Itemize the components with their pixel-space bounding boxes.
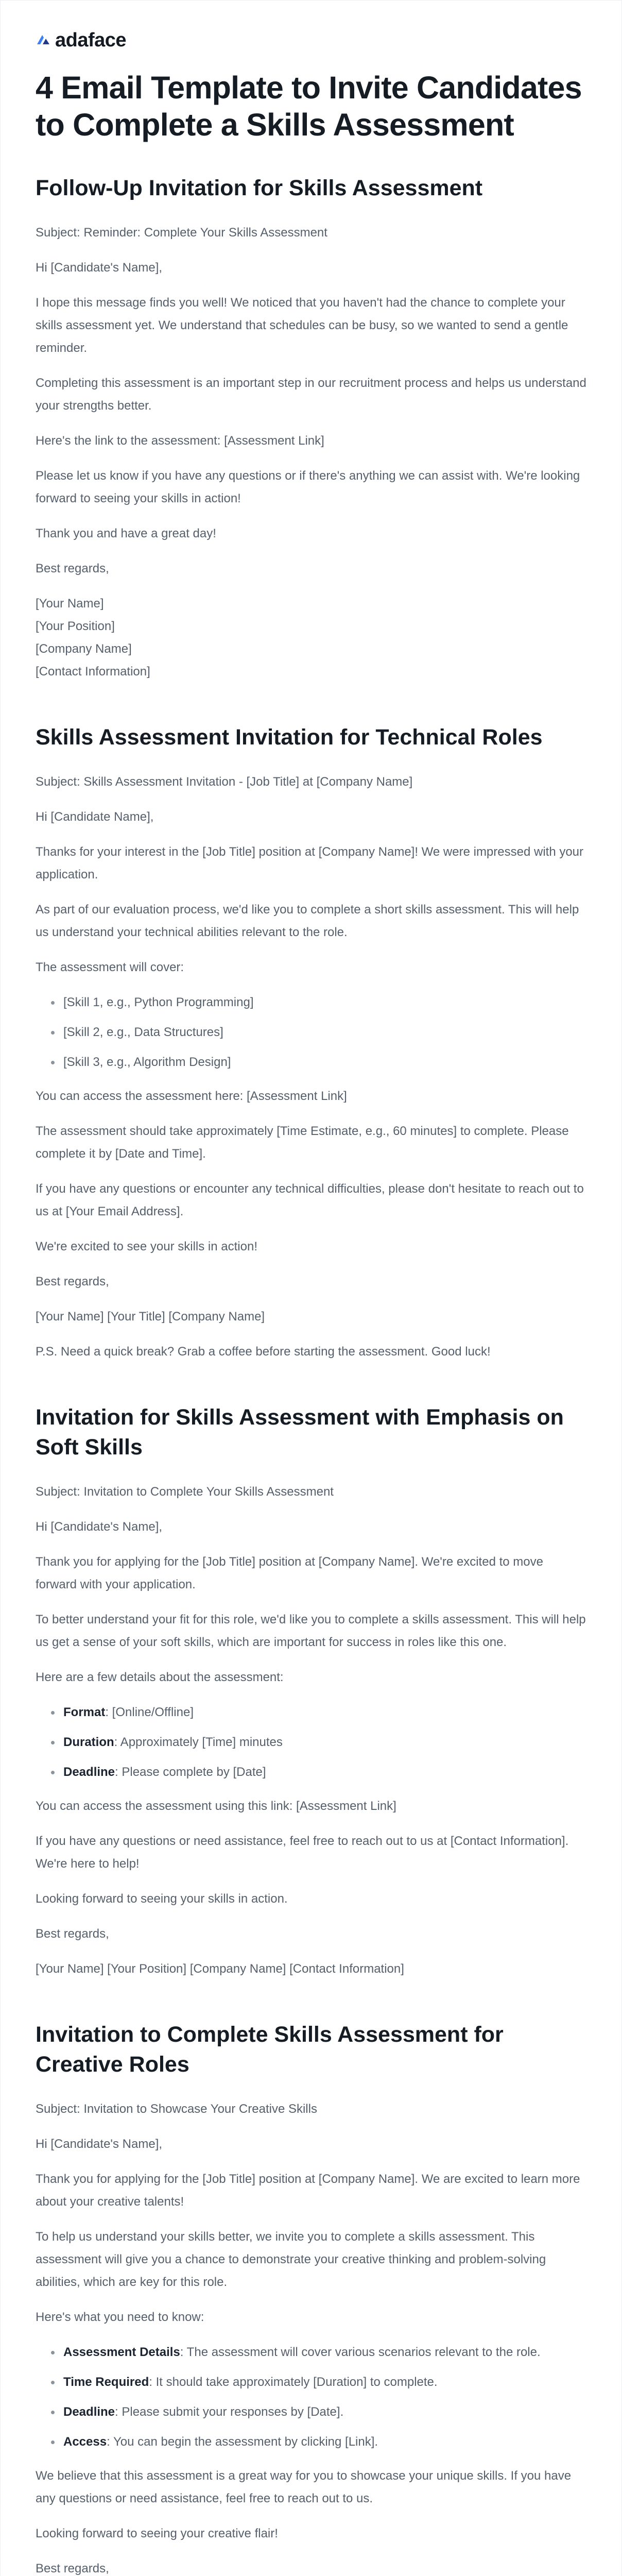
email-paragraph: If you have any questions or need assistance, feel free to reach out to us at [Contact Information]. We're here to help! bbox=[36, 1834, 569, 1871]
email-greeting: Hi [Candidate's Name], bbox=[36, 261, 163, 275]
email-subject: Subject: Invitation to Showcase Your Creative Skills bbox=[36, 2102, 317, 2116]
email-paragraph: We're excited to see your skills in action! bbox=[36, 1240, 257, 1253]
email-paragraph: Here's what you need to know: bbox=[36, 2310, 204, 2324]
email-paragraph: The assessment will cover: bbox=[36, 960, 184, 974]
signature-line: [Your Name] bbox=[36, 597, 104, 611]
email-sign-off: Best regards, bbox=[36, 562, 109, 575]
template-section-creative bbox=[36, 2020, 586, 2576]
email-paragraph: Looking forward to seeing your creative flair! bbox=[36, 2527, 278, 2540]
email-paragraph: Thank you for applying for the [Job Title] position at [Company Name]. We are excited to learn more about your creative talents! bbox=[36, 2172, 580, 2209]
email-paragraph: You can access the assessment using this link: [Assessment Link] bbox=[36, 1799, 396, 1813]
email-paragraph: If you have any questions or encounter any technical difficulties, please don't hesitate to reach out to us at [Your Email Address]. bbox=[36, 1182, 584, 1218]
email-sign-off: Best regards, bbox=[36, 1927, 109, 1941]
details-list bbox=[36, 2341, 586, 2453]
page-title: 4 Email Template to Invite Candidates to Complete a Skills Assessment bbox=[36, 70, 582, 142]
list-item bbox=[51, 2341, 586, 2364]
section-title: Invitation to Complete Skills Assessment for Creative Roles bbox=[36, 2022, 504, 2077]
email-paragraph: We believe that this assessment is a great way for you to showcase your unique skills. If you have any questions or need assistance, feel free to reach out to us. bbox=[36, 2469, 572, 2505]
item-label: Deadline bbox=[63, 2405, 115, 2419]
email-paragraph: To help us understand your skills better, we invite you to complete a skills assessment. This assessment will give you a chance to demonstrate your creative thinking and problem-solving abilities, which are key for this role. bbox=[36, 2230, 546, 2289]
email-subject: Subject: Invitation to Complete Your Skills Assessment bbox=[36, 1485, 334, 1499]
email-greeting: Hi [Candidate Name], bbox=[36, 810, 154, 824]
skills-list bbox=[36, 991, 586, 1074]
details-list bbox=[36, 1701, 586, 1784]
item-label: Access bbox=[63, 2435, 107, 2449]
signature-line: [Company Name] bbox=[36, 642, 132, 656]
email-signature bbox=[36, 592, 586, 683]
signature-line: [Contact Information] bbox=[36, 665, 150, 679]
email-paragraph: Thanks for your interest in the [Job Title] position at [Company Name]! We were impressed with your application. bbox=[36, 845, 584, 882]
item-text: : Please complete by [Date] bbox=[115, 1765, 266, 1779]
email-paragraph: As part of our evaluation process, we'd like you to complete a short skills assessment. This will help us understand your technical abilities relevant to the role. bbox=[36, 903, 579, 939]
section-title: Invitation for Skills Assessment with Emphasis on Soft Skills bbox=[36, 1405, 564, 1460]
email-sign-off: Best regards, bbox=[36, 1275, 109, 1289]
item-text: : The assessment will cover various scenarios relevant to the role. bbox=[180, 2345, 541, 2359]
email-paragraph: Thank you and have a great day! bbox=[36, 527, 216, 540]
email-paragraph: The assessment should take approximately [Time Estimate, e.g., 60 minutes] to complete. Please complete it by [Date and Time]. bbox=[36, 1124, 569, 1161]
email-paragraph: Completing this assessment is an important step in our recruitment process and helps us understand your strengths better. bbox=[36, 376, 586, 413]
section-title: Follow-Up Invitation for Skills Assessment bbox=[36, 176, 483, 200]
item-label: Duration bbox=[63, 1735, 114, 1749]
template-section-technical bbox=[36, 722, 586, 1363]
email-paragraph: You can access the assessment here: [Assessment Link] bbox=[36, 1089, 347, 1103]
template-section-soft-skills bbox=[36, 1402, 586, 1980]
list-item bbox=[51, 2401, 586, 2424]
adaface-logo-icon bbox=[36, 33, 51, 48]
item-label: Time Required bbox=[63, 2375, 149, 2389]
email-subject: Subject: Skills Assessment Invitation - [Job Title] at [Company Name] bbox=[36, 775, 413, 789]
email-paragraph: Here are a few details about the assessment: bbox=[36, 1670, 284, 1684]
email-subject: Subject: Reminder: Complete Your Skills Assessment bbox=[36, 226, 327, 240]
list-item bbox=[51, 1701, 586, 1724]
email-signature: [Your Name] [Your Title] [Company Name] bbox=[36, 1310, 265, 1324]
email-paragraph: I hope this message finds you well! We noticed that you haven't had the chance to complete your skills assessment yet. We understand that schedules can be busy, so we wanted to send a gentle reminder. bbox=[36, 296, 568, 355]
list-item bbox=[51, 1731, 586, 1754]
email-paragraph: To better understand your fit for this role, we'd like you to complete a skills assessment. This will help us get a sense of your soft skills, which are important for success in roles like this one. bbox=[36, 1613, 586, 1649]
item-text: : Approximately [Time] minutes bbox=[114, 1735, 283, 1749]
item-label: Assessment Details bbox=[63, 2345, 180, 2359]
list-item: [Skill 2, e.g., Data Structures] bbox=[51, 1021, 586, 1044]
list-item: [Skill 1, e.g., Python Programming] bbox=[51, 991, 586, 1014]
list-item bbox=[51, 1761, 586, 1784]
email-paragraph: Here's the link to the assessment: [Assessment Link] bbox=[36, 434, 324, 448]
email-signature: [Your Name] [Your Position] [Company Name] [Contact Information] bbox=[36, 1962, 404, 1976]
list-item bbox=[51, 2431, 586, 2453]
email-greeting: Hi [Candidate's Name], bbox=[36, 2137, 163, 2151]
item-text: : You can begin the assessment by clicking [Link]. bbox=[107, 2435, 378, 2449]
list-item: [Skill 3, e.g., Algorithm Design] bbox=[51, 1051, 586, 1074]
email-postscript: P.S. Need a quick break? Grab a coffee before starting the assessment. Good luck! bbox=[36, 1345, 491, 1359]
email-greeting: Hi [Candidate's Name], bbox=[36, 1520, 163, 1534]
email-paragraph: Looking forward to seeing your skills in action. bbox=[36, 1892, 288, 1906]
item-text: : Please submit your responses by [Date]. bbox=[115, 2405, 344, 2419]
email-paragraph: Please let us know if you have any questions or if there's anything we can assist with. We're looking forward to seeing your skills in action! bbox=[36, 469, 580, 505]
list-item bbox=[51, 2371, 586, 2394]
template-section-follow-up bbox=[36, 173, 586, 683]
email-paragraph: Thank you for applying for the [Job Title] position at [Company Name]. We're excited to move forward with your application. bbox=[36, 1555, 543, 1591]
item-text: : [Online/Offline] bbox=[105, 1705, 194, 1719]
signature-line: [Your Position] bbox=[36, 619, 115, 633]
brand-name: adaface bbox=[55, 29, 127, 51]
brand-logo[interactable] bbox=[36, 29, 586, 52]
item-label: Deadline bbox=[63, 1765, 115, 1779]
section-title: Skills Assessment Invitation for Technical Roles bbox=[36, 725, 543, 750]
email-sign-off: Best regards, bbox=[36, 2562, 109, 2575]
item-label: Format bbox=[63, 1705, 106, 1719]
item-text: : It should take approximately [Duration] to complete. bbox=[149, 2375, 438, 2389]
